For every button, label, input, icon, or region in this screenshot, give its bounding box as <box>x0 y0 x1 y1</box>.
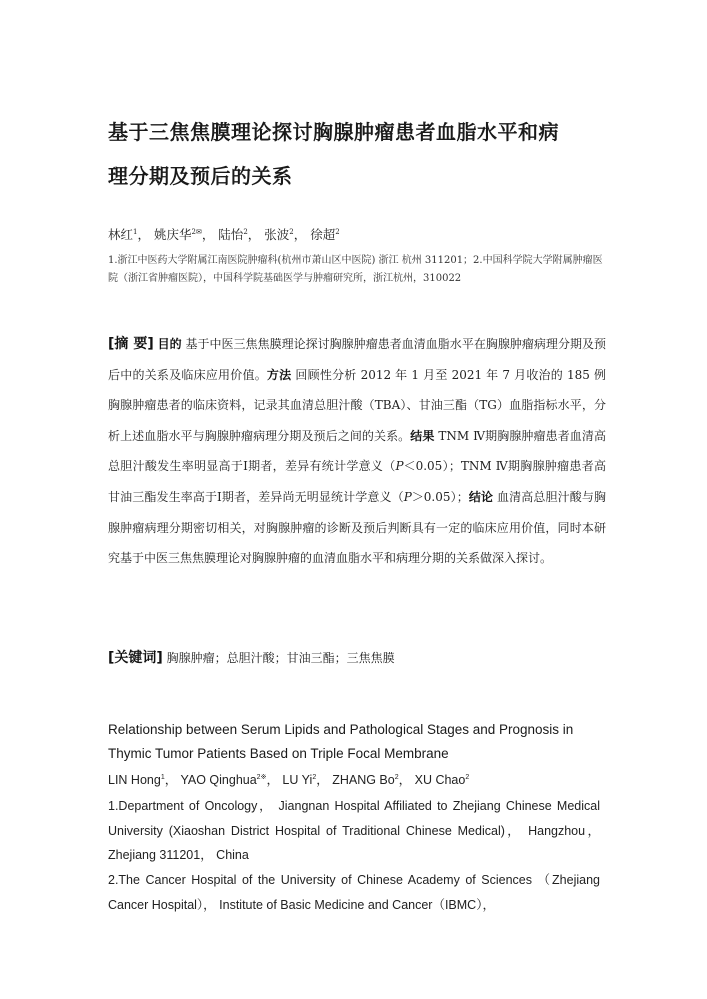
author-sup: 2 <box>335 227 340 236</box>
english-author-list: LIN Hong$^1$， YAO Qinghua$^{2※}$， LU Yi$^2$， ZHANG Bo$^2$， XU Chao$^2$ <box>108 773 470 787</box>
author-sup: 2 <box>394 773 399 781</box>
author-name: 徐超 <box>310 227 336 242</box>
objective-label: 目的 <box>157 337 182 351</box>
author-name: ZHANG Bo <box>332 773 395 787</box>
objective-text: 基于中医三焦焦膜理论探讨胸腺肿瘤患者血清血脂水平在胸腺肿瘤病理分期及预后中的关系及临床应用价值。 <box>108 337 606 382</box>
author-sup: 2 <box>465 773 470 781</box>
keywords-text: 胸腺肿瘤；总胆汁酸；甘油三酯；三焦焦膜 <box>162 651 395 665</box>
results-text: ＜0.05）；TNM Ⅳ期胸腺肿瘤患者高甘油三酯发生率高于Ⅰ期者，差异尚无明显统计学意义（ <box>108 459 606 504</box>
author-list: 林红$^1$， 姚庆华$^{2✉}$， 陆怡$^2$， 张波$^2$， 徐超$^2$ <box>108 227 340 242</box>
author-name: YAO Qinghua <box>180 773 257 787</box>
methods-label: 方法 <box>266 367 292 382</box>
p-value-symbol: P <box>395 459 404 474</box>
conclusion-text: 血清高总胆汁酸与胸腺肿瘤病理分期密切相关，对胸腺肿瘤的诊断及预后判断具有一定的临床应用价值，同时本研究基于中医三焦焦膜理论对胸腺肿瘤的血清血脂水平和病理分期的关系做深入探讨。 <box>108 489 606 566</box>
author-sup: 2 <box>289 227 294 236</box>
english-affiliation-1: 1.Department of Oncology， Jiangnan Hospital Affiliated to Zhejiang Chinese Medical University (Xiaoshan District Hospital of Traditional Chinese Medical)， Hangzhou， Zhejiang 311201， China <box>108 799 600 863</box>
results-text: TNM Ⅳ期胸腺肿瘤患者血清高总胆汁酸发生率明显高于Ⅰ期者，差异有统计学意义（ <box>108 428 606 474</box>
author-name: 张波 <box>264 227 290 242</box>
keywords-label: [关键词] <box>108 650 163 666</box>
conclusion-label: 结论 <box>468 489 494 504</box>
author-sup: 2✉ <box>191 227 202 236</box>
author-sup: 1 <box>160 773 165 781</box>
author-name: 姚庆华 <box>153 227 192 242</box>
results-text: ＞0.05）； <box>411 489 469 504</box>
title-line-1: 基于三焦焦膜理论探讨胸腺肿瘤患者血脂水平和病 <box>108 120 559 144</box>
english-affiliations <box>108 794 600 918</box>
author-name: 陆怡 <box>218 227 244 242</box>
english-title: Relationship between Serum Lipids and Pathological Stages and Prognosis in Thymic Tumor Patients Based on Triple Focal Membrane <box>108 722 574 761</box>
abstract-label: [摘 要] <box>108 336 154 352</box>
english-affiliation-2: 2.The Cancer Hospital of the University of Chinese Academy of Sciences （Zhejiang Cancer Hospital）， Institute of Basic Medicine and Cancer（IBMC）， <box>108 873 600 912</box>
abstract <box>108 329 606 574</box>
title-line-2: 理分期及预后的关系 <box>108 164 293 188</box>
affiliations: 1.浙江中医药大学附属江南医院肿瘤科(杭州市萧山区中医院) 浙江 杭州 311201；2.中国科学院大学附属肿瘤医院（浙江省肿瘤医院），中国科学院基础医学与肿瘤研究所，浙江杭州，310022 <box>108 255 603 284</box>
author-sup: 1 <box>133 227 138 236</box>
author-name: XU Chao <box>414 773 466 787</box>
author-sup: 2 <box>243 227 248 236</box>
author-name: LIN Hong <box>108 773 161 787</box>
keywords <box>108 647 395 667</box>
author-name: LU Yi <box>282 773 313 787</box>
author-sup: 2 <box>312 773 317 781</box>
author-name: 林红 <box>108 227 134 242</box>
results-label: 结果 <box>410 428 435 443</box>
methods-text: 回顾性分析 2012 年 1 月至 2021 年 7 月收治的 185 例胸腺肿瘤患者的临床资料，记录其血清总胆汁酸（TBA）、甘油三酯（TG）血脂指标水平，分析上述血脂水平与胸腺肿瘤病理分期及预后之间的关系。 <box>108 367 606 443</box>
author-sup: 2※ <box>256 773 267 781</box>
p-value-symbol: P <box>403 489 412 504</box>
